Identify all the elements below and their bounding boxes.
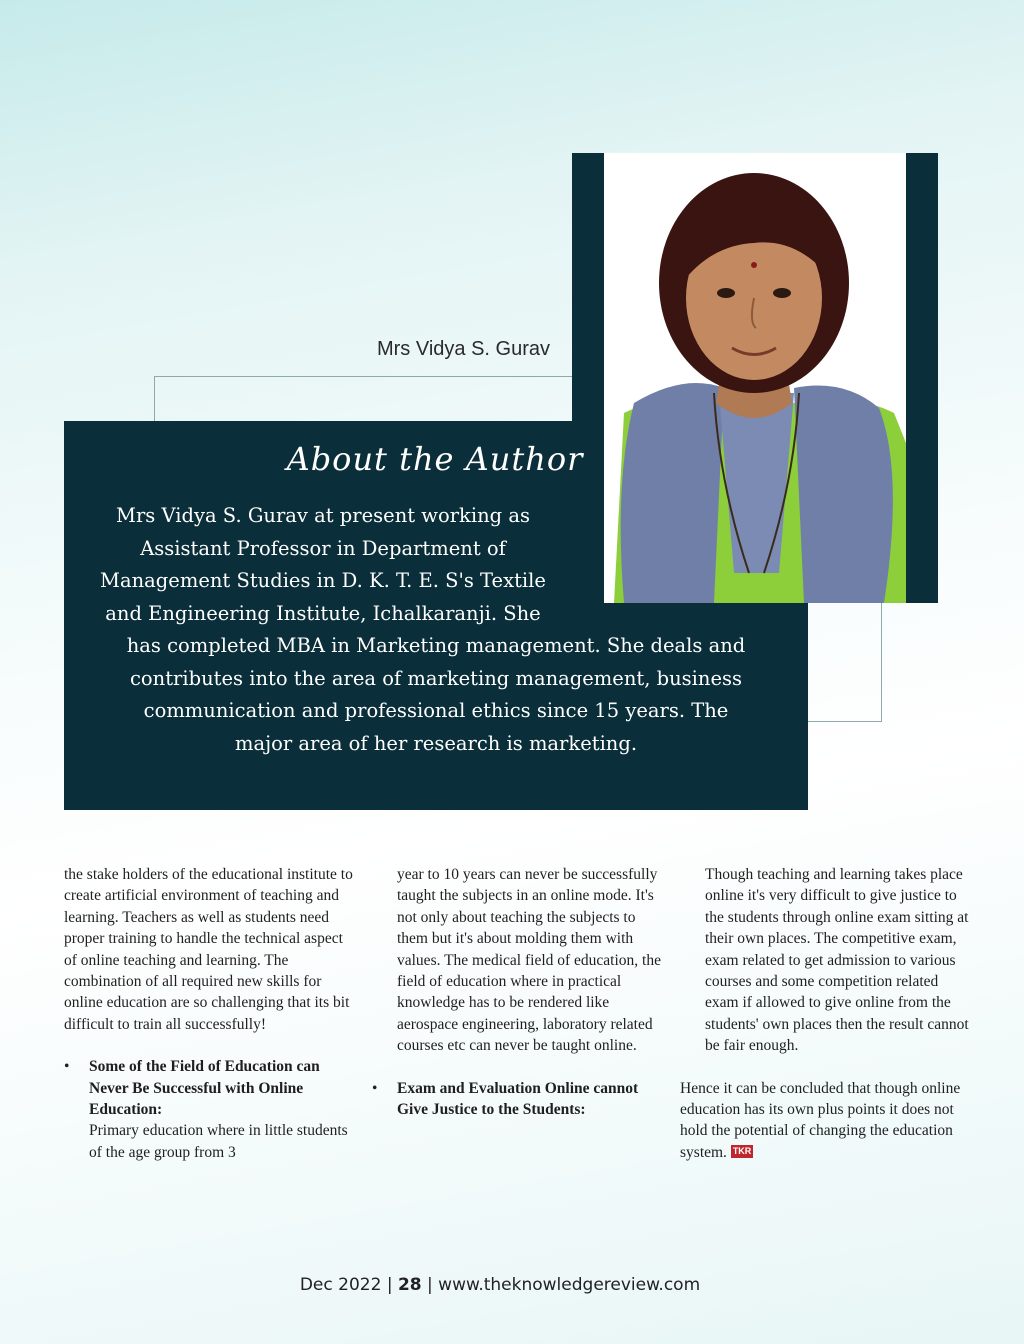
author-bio	[64, 500, 808, 760]
article-column-2	[372, 864, 662, 1120]
page-number: 28	[397, 1275, 422, 1295]
bullet-item	[64, 1056, 354, 1163]
issue-date: Dec 2022	[299, 1275, 382, 1295]
page-footer	[0, 1275, 1000, 1295]
bio-line: Mrs Vidya S. Gurav at present working as	[116, 504, 530, 527]
bullet-heading: Some of the Field of Education can Never Be Successful with Online Education:	[89, 1058, 320, 1119]
bullet-heading: Exam and Evaluation Online cannot Give Justice to the Students:	[397, 1079, 639, 1119]
footer-separator: |	[427, 1275, 433, 1295]
article-column-3	[680, 864, 970, 1163]
paragraph: Though teaching and learning takes place online it's very difficult to give justice to the students through online exam sitting at their own places. The competitive exam, exam related to get admission to various courses and some competition related exam if allowed to give online from the students' own places then the result cannot be fair enough.	[705, 866, 969, 1055]
article-column-1	[64, 864, 354, 1163]
tkr-end-mark-logo: TKR	[732, 1145, 752, 1156]
bio-line: and Engineering Institute, Ichalkaranji. She	[105, 601, 541, 625]
bio-line: major area of her research is marketing.	[234, 731, 638, 755]
bullet-dot: •	[64, 1058, 70, 1076]
paragraph: year to 10 years can never be successfully taught the subjects in an online mode. It's not only about teaching the subjects to them but it's about molding them with values. The medical field of education, the field of education where in practical knowledge has to be rendered like aerospace engineering, laboratory related courses etc can never be taught online.	[397, 866, 661, 1055]
bullet-item	[372, 1078, 662, 1121]
bullet-text: Primary education where in little students of the age group from 3	[89, 1122, 348, 1161]
paragraph: the stake holders of the educational institute to create artificial environment of teaching and learning. Teachers as well as students need proper training to handle the technical aspect of online teaching and learning. The combination of all required new skills for online education are so challenging that its bit difficult to train all successfully!	[64, 866, 353, 1033]
conclusion-paragraph	[680, 1078, 970, 1164]
about-author-heading: About the Author	[286, 440, 584, 478]
bio-line: contributes into the area of marketing management, business	[129, 666, 743, 690]
bullet-dot: •	[372, 1079, 378, 1097]
bio-line: Management Studies in D. K. T. E. S's Textile	[100, 569, 546, 592]
footer-separator: |	[386, 1275, 393, 1295]
website-url: www.theknowledgereview.com	[438, 1275, 701, 1295]
bio-line: communication and professional ethics since 15 years. The	[143, 699, 729, 722]
conclusion-text: Hence it can be concluded that though online education has its own plus points it does not hold the potential of changing the education system.	[680, 1079, 961, 1161]
author-name-caption: Mrs Vidya S. Gurav	[376, 338, 550, 360]
bio-line: Assistant Professor in Department of	[140, 536, 506, 560]
bio-line: has completed MBA in Marketing management. She deals and	[126, 634, 746, 657]
